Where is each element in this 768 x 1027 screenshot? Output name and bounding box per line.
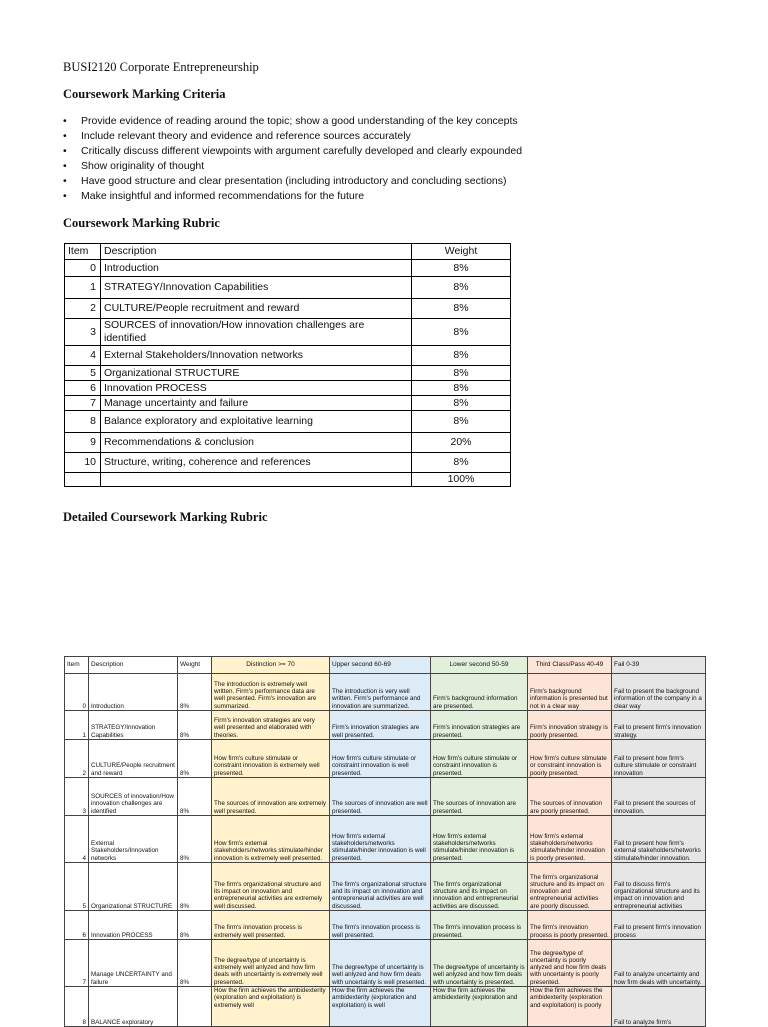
detailed-header-fail: Fail 0-39 bbox=[612, 657, 706, 674]
rubric-item: 0 bbox=[65, 260, 101, 277]
detailed-header-description: Description bbox=[89, 657, 178, 674]
criteria-item: • Have good structure and clear presentation (including introductory and concluding sections) bbox=[63, 174, 522, 189]
table-row bbox=[65, 778, 706, 816]
detailed-lower-second: How firm's culture stimulate or constraint innovation is presented. bbox=[431, 740, 528, 778]
detailed-upper-second: The introduction is very well written. Firm's performance and innovation are summarized. bbox=[330, 674, 431, 711]
rubric-item: 7 bbox=[65, 396, 101, 411]
detailed-third: The firm's organizational structure and its impact on innovation and entrepreneurial activities are poorly discussed. bbox=[528, 863, 612, 911]
rubric-total: 100% bbox=[412, 473, 511, 487]
detailed-rubric-table bbox=[64, 656, 706, 1027]
detailed-fail: Fail to present the background information of the company in a clear way bbox=[612, 674, 706, 711]
detailed-weight: 8% bbox=[178, 711, 212, 740]
rubric-item: 3 bbox=[65, 319, 101, 346]
detailed-distinction: The firm's innovation process is extremely well presented. bbox=[212, 911, 330, 940]
detailed-item: 0 bbox=[65, 674, 89, 711]
detailed-fail: Fail to present how firm's external stakeholders/networks stimulate/hinder innovation. bbox=[612, 816, 706, 863]
detailed-upper-second: How the firm achieves the ambidexterity (exploration and exploitation) is well bbox=[330, 987, 431, 1027]
table-row bbox=[65, 816, 706, 863]
detailed-fail: Fail to present firm's innovation strategy. bbox=[612, 711, 706, 740]
rubric-weight: 8% bbox=[412, 319, 511, 346]
detailed-item: 8 bbox=[65, 987, 89, 1027]
detailed-header-weight: Weight bbox=[178, 657, 212, 674]
detailed-lower-second: How firm's external stakeholders/networks stimulate/hinder innovation is presented. bbox=[431, 816, 528, 863]
detailed-item: 4 bbox=[65, 816, 89, 863]
rubric-description: CULTURE/People recruitment and reward bbox=[101, 299, 412, 319]
detailed-header-item: Item bbox=[65, 657, 89, 674]
rubric-description: Structure, writing, coherence and references bbox=[101, 453, 412, 473]
detailed-third: How the firm achieves the ambidexterity (exploration and exploitation) is poorly bbox=[528, 987, 612, 1027]
detailed-distinction: How firm's external stakeholders/networks stimulate/hinder innovation is extremely well presented. bbox=[212, 816, 330, 863]
detailed-lower-second: The degree/type of uncertainty is well anlyzed and how firm deals with uncertainty is presented. bbox=[431, 940, 528, 987]
detailed-description: Introduction bbox=[89, 674, 178, 711]
criteria-item: • Critically discuss different viewpoints with argument carefully developed and clearly expounded bbox=[63, 144, 522, 159]
detailed-distinction: How firm's culture stimulate or constraint innovation is extremely well presented. bbox=[212, 740, 330, 778]
table-row bbox=[65, 433, 511, 453]
detailed-description: SOURCES of innovation/How innovation challenges are identified bbox=[89, 778, 178, 816]
rubric-description: Introduction bbox=[101, 260, 412, 277]
rubric-item: 4 bbox=[65, 346, 101, 366]
detailed-item: 5 bbox=[65, 863, 89, 911]
detailed-third: How firm's culture stimulate or constraint innovation is poorly presented. bbox=[528, 740, 612, 778]
detailed-description: STRATEGY/Innovation Capabilities bbox=[89, 711, 178, 740]
rubric-description: Manage uncertainty and failure bbox=[101, 396, 412, 411]
criteria-list bbox=[63, 114, 522, 204]
detailed-distinction: The sources of innovation are extremely well presented. bbox=[212, 778, 330, 816]
detailed-third: How firm's external stakeholders/networks stimulate/hinder innovation is poorly presented. bbox=[528, 816, 612, 863]
detailed-fail: Fail to present the sources of innovation. bbox=[612, 778, 706, 816]
rubric-item: 1 bbox=[65, 277, 101, 299]
detailed-upper-second: The firm's organizational structure and its impact on innovation and entrepreneurial activities are well discussed. bbox=[330, 863, 431, 911]
detailed-weight: 8% bbox=[178, 816, 212, 863]
table-row bbox=[65, 366, 511, 381]
criteria-item: • Show originality of thought bbox=[63, 159, 522, 174]
table-row bbox=[65, 940, 706, 987]
detailed-lower-second: The firm's innovation process is presented. bbox=[431, 911, 528, 940]
detailed-lower-second: The sources of innovation are presented. bbox=[431, 778, 528, 816]
detailed-weight: 8% bbox=[178, 911, 212, 940]
detailed-fail: Fail to present firm's innovation process bbox=[612, 911, 706, 940]
rubric-item: 8 bbox=[65, 411, 101, 433]
rubric-description: Innovation PROCESS bbox=[101, 381, 412, 396]
detailed-third: The firm's innovation process is poorly presented. bbox=[528, 911, 612, 940]
detailed-upper-second: The firm's innovation process is well presented. bbox=[330, 911, 431, 940]
detailed-item: 2 bbox=[65, 740, 89, 778]
table-row bbox=[65, 260, 511, 277]
detailed-header-distinction: Distinction >= 70 bbox=[212, 657, 330, 674]
detailed-fail: Fail to analyze firm's bbox=[612, 987, 706, 1027]
detailed-item: 6 bbox=[65, 911, 89, 940]
table-row bbox=[65, 987, 706, 1027]
table-row bbox=[65, 674, 706, 711]
table-row bbox=[65, 911, 706, 940]
table-row bbox=[65, 346, 511, 366]
detailed-weight: 8% bbox=[178, 863, 212, 911]
rubric-weight: 8% bbox=[412, 453, 511, 473]
rubric-description: Balance exploratory and exploitative learning bbox=[101, 411, 412, 433]
detailed-distinction: The introduction is extremely well written. Firm's performance data are well presented. Firm's innovation are summarized. bbox=[212, 674, 330, 711]
criteria-item: • Include relevant theory and evidence and reference sources accurately bbox=[63, 129, 522, 144]
rubric-weight: 8% bbox=[412, 299, 511, 319]
rubric-item: 2 bbox=[65, 299, 101, 319]
detailed-fail: Fail to analyze uncertainty and how firm deals with uncertainty. bbox=[612, 940, 706, 987]
table-row bbox=[65, 740, 706, 778]
rubric-weight: 8% bbox=[412, 411, 511, 433]
detailed-fail: Fail to discuss firm's organizational structure and its impact on innovation and entrepreneurial activities bbox=[612, 863, 706, 911]
detailed-item: 3 bbox=[65, 778, 89, 816]
table-row bbox=[65, 396, 511, 411]
rubric-header-row bbox=[65, 244, 511, 260]
detailed-item: 7 bbox=[65, 940, 89, 987]
detailed-header-upper-second: Upper second 60-69 bbox=[330, 657, 431, 674]
detailed-heading: Detailed Coursework Marking Rubric bbox=[63, 510, 268, 524]
detailed-weight: 8% bbox=[178, 674, 212, 711]
detailed-distinction: Firm's innovation strategies are very well presented and elaborated with theories. bbox=[212, 711, 330, 740]
rubric-item: 9 bbox=[65, 433, 101, 453]
detailed-distinction: The degree/type of uncertainty is extremely well anlyzed and how firm deals with uncertainty is extremely well presented. bbox=[212, 940, 330, 987]
rubric-weight: 8% bbox=[412, 346, 511, 366]
detailed-third: Firm's innovation strategy is poorly presented. bbox=[528, 711, 612, 740]
detailed-weight: 8% bbox=[178, 778, 212, 816]
detailed-upper-second: How firm's culture stimulate or constraint innovation is well presented. bbox=[330, 740, 431, 778]
rubric-description: STRATEGY/Innovation Capabilities bbox=[101, 277, 412, 299]
table-row bbox=[65, 453, 511, 473]
detailed-lower-second: The firm's organizational structure and its impact on innovation and entrepreneurial activities are discussed. bbox=[431, 863, 528, 911]
rubric-description: Organizational STRUCTURE bbox=[101, 366, 412, 381]
table-row bbox=[65, 277, 511, 299]
detailed-third: The sources of innovation are poorly presented. bbox=[528, 778, 612, 816]
detailed-upper-second: The sources of innovation are well presented. bbox=[330, 778, 431, 816]
rubric-header-weight: Weight bbox=[412, 244, 511, 260]
detailed-header-row bbox=[65, 657, 706, 674]
detailed-header-lower-second: Lower second 50-59 bbox=[431, 657, 528, 674]
rubric-description: Recommendations & conclusion bbox=[101, 433, 412, 453]
table-row bbox=[65, 381, 511, 396]
rubric-heading: Coursework Marking Rubric bbox=[63, 216, 220, 230]
detailed-third: The degree/type of uncertainty is poorly anlyzed and how firm deals with uncertainty is poorly presented. bbox=[528, 940, 612, 987]
detailed-upper-second: Firm's innovation strategies are well presented. bbox=[330, 711, 431, 740]
rubric-header-description: Description bbox=[101, 244, 412, 260]
rubric-weight: 8% bbox=[412, 396, 511, 411]
detailed-distinction: How the firm achieves the ambidexterity (exploration and exploitation) is extremely well bbox=[212, 987, 330, 1027]
detailed-description: BALANCE exploratory bbox=[89, 987, 178, 1027]
rubric-header-item: Item bbox=[65, 244, 101, 260]
detailed-upper-second: The degree/type of uncertainty is well anlyzed and how firm deals with uncertainty is well presented. bbox=[330, 940, 431, 987]
rubric-weight: 8% bbox=[412, 277, 511, 299]
criteria-heading: Coursework Marking Criteria bbox=[63, 87, 226, 101]
detailed-weight bbox=[178, 987, 212, 1027]
detailed-fail: Fail to present how firm's culture stimulate or constraint innovation bbox=[612, 740, 706, 778]
rubric-item: 10 bbox=[65, 453, 101, 473]
detailed-description: CULTURE/People recruitment and reward bbox=[89, 740, 178, 778]
rubric-item: 5 bbox=[65, 366, 101, 381]
detailed-header-third: Third Class/Pass 40-49 bbox=[528, 657, 612, 674]
detailed-description: Organizational STRUCTURE bbox=[89, 863, 178, 911]
criteria-item: • Provide evidence of reading around the topic; show a good understanding of the key concepts bbox=[63, 114, 522, 129]
detailed-weight: 8% bbox=[178, 940, 212, 987]
table-row bbox=[65, 711, 706, 740]
detailed-upper-second: How firm's external stakeholders/networks stimulate/hinder innovation is well presented. bbox=[330, 816, 431, 863]
course-title: BUSI2120 Corporate Entrepreneurship bbox=[63, 60, 259, 74]
rubric-description: External Stakeholders/Innovation networks bbox=[101, 346, 412, 366]
table-row bbox=[65, 299, 511, 319]
rubric-weight: 8% bbox=[412, 366, 511, 381]
detailed-description: External Stakeholders/Innovation networks bbox=[89, 816, 178, 863]
detailed-lower-second: Firm's background information are presented. bbox=[431, 674, 528, 711]
rubric-description: SOURCES of innovation/How innovation challenges are identified bbox=[101, 319, 412, 346]
table-row bbox=[65, 319, 511, 346]
rubric-weight: 8% bbox=[412, 381, 511, 396]
detailed-description: Innovation PROCESS bbox=[89, 911, 178, 940]
detailed-distinction: The firm's organizational structure and its impact on innovation and entrepreneurial activities are extremely well discussed. bbox=[212, 863, 330, 911]
rubric-table bbox=[64, 243, 511, 487]
rubric-weight: 20% bbox=[412, 433, 511, 453]
detailed-weight: 8% bbox=[178, 740, 212, 778]
detailed-item: 1 bbox=[65, 711, 89, 740]
rubric-item: 6 bbox=[65, 381, 101, 396]
criteria-item: • Make insightful and informed recommendations for the future bbox=[63, 189, 522, 204]
detailed-lower-second: How the firm achieves the ambidexterity (exploration and bbox=[431, 987, 528, 1027]
table-row bbox=[65, 411, 511, 433]
detailed-third: Firm's background information is presented but not in a clear way bbox=[528, 674, 612, 711]
rubric-weight: 8% bbox=[412, 260, 511, 277]
detailed-description: Manage UNCERTAINTY and failure bbox=[89, 940, 178, 987]
detailed-lower-second: Firm's innovation strategies are presented. bbox=[431, 711, 528, 740]
rubric-total-row bbox=[65, 473, 511, 487]
table-row bbox=[65, 863, 706, 911]
